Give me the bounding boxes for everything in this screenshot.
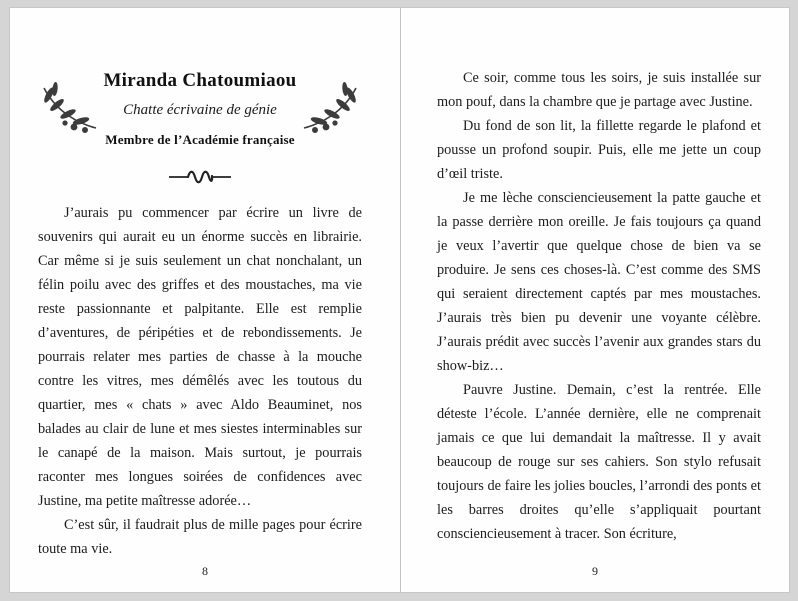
author-affiliation: Membre de l’Académie française	[105, 132, 295, 147]
squiggle-divider-icon	[38, 168, 362, 184]
page-left	[10, 8, 400, 592]
paragraph: C’est sûr, il faudrait plus de mille pages pour écrire toute ma vie.	[38, 517, 362, 557]
olive-branch-right-icon	[302, 82, 362, 136]
chapter-heading-text	[100, 70, 300, 148]
author-subtitle: Chatte écrivaine de génie	[123, 102, 277, 118]
paragraph: Pauvre Justine. Demain, c’est la rentrée. Elle déteste l’école. L’année dernière, elle ne comprenait jamais ce que lui demandait la maîtresse. Il y avait beaucoup de rouge sur ses cahiers. Son stylo refusait toujours de faire les jolies boucles, l’arrondi des ponts et les barres droites qu’elle s’appliquait pourtant consciencieusement à tracer. Son écriture,	[437, 382, 761, 542]
chapter-header	[38, 70, 362, 148]
paragraph: J’aurais pu commencer par écrire un livre de souvenirs qui aurait eu un énorme succès en librairie. Car même si je suis seulement un chat nonchalant, un félin poilu avec des griffes et des moustaches, ma vie reste passionnante et palpitante. Elle est remplie d’aventures, de péripéties et de rebondissements. Je pourrais relater mes parties de chasse à la mouche contre les vitres, mes démêlés avec les toutous du quartier, mes « chats » avec Aldo Beauminet, nos balades au clair de lune et mes siestes interminables sur le canapé de la maison. Mais surtout, je pourrais raconter mes longues soirées de confidences avec Justine, ma petite maîtresse adorée…	[38, 205, 362, 509]
page-number-left: 8	[202, 564, 208, 578]
paragraph: Ce soir, comme tous les soirs, je suis installée sur mon pouf, dans la chambre que je partage avec Justine.	[437, 70, 761, 110]
olive-branch-left-icon	[38, 82, 98, 136]
page-right	[401, 8, 789, 592]
page-number-right: 9	[592, 564, 598, 578]
paragraph: Je me lèche consciencieusement la patte gauche et la passe derrière mon oreille. Je fais toujours ça quand je veux l’avertir que quelque chose de bien va se produire. Je sens ces choses-là. C’est comme des SMS qui seraient directement captés par mes moustaches. J’aurais très bien pu devenir une voyante célèbre. J’aurais prédit avec succès l’avenir aux grandes stars du show-biz…	[437, 190, 761, 374]
paragraph: Du fond de son lit, la fillette regarde le plafond et pousse un profond soupir. Puis, elle me jette un coup d’œil triste.	[437, 118, 761, 182]
book-spread	[10, 8, 789, 592]
author-title: Miranda Chatoumiaou	[103, 70, 297, 91]
page-body-left	[38, 201, 362, 561]
page-body-right	[437, 66, 761, 546]
